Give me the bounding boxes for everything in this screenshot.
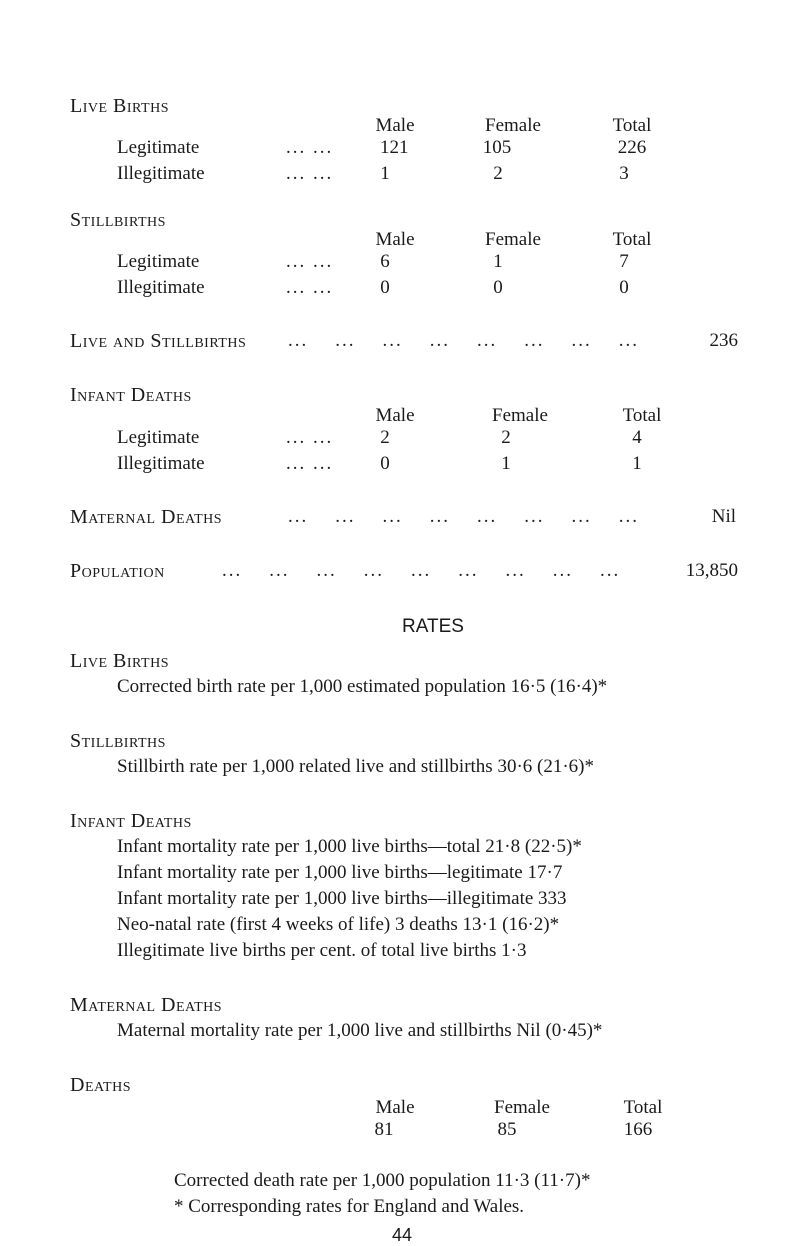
stillbirths-illegit-male: 0	[380, 277, 390, 298]
stillbirth-rate-line: Stillbirth rate per 1,000 related live and stillbirths 30·6 (21·6)*	[117, 756, 595, 777]
live-births-col-total: Total	[612, 115, 652, 136]
infant-deaths-heading: Infant Deaths	[70, 384, 192, 406]
infant-deaths-illegit-female: 1	[501, 453, 511, 474]
live-births-illegit-dots: ... ...	[286, 163, 334, 184]
deaths-male-value: 81	[374, 1119, 394, 1140]
stillbirths-col-female: Female	[485, 229, 541, 250]
footnote: * Corresponding rates for England and Wales.	[174, 1196, 525, 1217]
stillbirths-legit-dots: ... ...	[286, 251, 334, 272]
population-label: Population	[70, 560, 165, 582]
infant-rate-line: Neo-natal rate (first 4 weeks of life) 3 deaths 13·1 (16·2)*	[117, 914, 560, 935]
infant-rate-line: Infant mortality rate per 1,000 live births—illegitimate 333	[117, 888, 567, 909]
stillbirths-illegit-total: 0	[619, 277, 629, 298]
infant-deaths-legit-label: Legitimate	[117, 427, 200, 448]
stillbirths-legit-label: Legitimate	[117, 251, 200, 272]
live-births-heading: Live Births	[70, 95, 169, 117]
infant-rate-line: Infant mortality rate per 1,000 live births—total 21·8 (22·5)*	[117, 836, 582, 857]
live-births-legit-total: 226	[617, 137, 647, 158]
stillbirths-legit-total: 7	[619, 251, 629, 272]
live-and-stillbirths-value: 236	[709, 330, 738, 351]
infant-deaths-col-total: Total	[622, 405, 662, 426]
deaths-col-female: Female	[494, 1097, 550, 1118]
stillbirths-heading: Stillbirths	[70, 209, 166, 231]
maternal-rate-line: Maternal mortality rate per 1,000 live and stillbirths Nil (0·45)*	[117, 1020, 603, 1041]
death-rate-line: Corrected death rate per 1,000 population 11·3 (11·7)*	[174, 1170, 591, 1191]
infant-deaths-illegit-total: 1	[632, 453, 642, 474]
deaths-heading: Deaths	[70, 1074, 132, 1096]
stillbirths-legit-male: 6	[380, 251, 390, 272]
infant-deaths-legit-male: 2	[380, 427, 390, 448]
infant-deaths-illegit-male: 0	[380, 453, 390, 474]
page-number: 44	[391, 1225, 413, 1245]
infant-deaths-col-male: Male	[375, 405, 415, 426]
live-births-col-female: Female	[485, 115, 541, 136]
infant-deaths-legit-female: 2	[501, 427, 511, 448]
birth-rate-line: Corrected birth rate per 1,000 estimated population 16·5 (16·4)*	[117, 676, 608, 697]
live-births-illegit-total: 3	[619, 163, 629, 184]
live-births-illegit-female: 2	[493, 163, 503, 184]
infant-deaths-col-female: Female	[492, 405, 548, 426]
deaths-col-male: Male	[375, 1097, 415, 1118]
deaths-col-total: Total	[623, 1097, 663, 1118]
live-births-illegit-male: 1	[380, 163, 390, 184]
maternal-deaths-dots: ... ... ... ... ... ... ... ...	[288, 506, 639, 527]
population-value: 13,850	[685, 560, 738, 581]
live-births-legit-dots: ... ...	[286, 137, 334, 158]
rates-title: RATES	[402, 616, 464, 637]
stillbirths-col-male: Male	[375, 229, 415, 250]
rates-maternal-heading: Maternal Deaths	[70, 994, 223, 1016]
deaths-total-value: 166	[623, 1119, 653, 1140]
live-and-stillbirths-dots: ... ... ... ... ... ... ... ...	[288, 330, 639, 351]
stillbirths-legit-female: 1	[493, 251, 503, 272]
live-and-stillbirths-label: Live and Stillbirths	[70, 330, 247, 352]
rates-infant-heading: Infant Deaths	[70, 810, 192, 832]
population-dots: ... ... ... ... ... ... ... ... ...	[222, 560, 621, 581]
live-births-col-male: Male	[375, 115, 415, 136]
infant-deaths-legit-dots: ... ...	[286, 427, 334, 448]
maternal-deaths-label: Maternal Deaths	[70, 506, 223, 528]
rates-live-births-heading: Live Births	[70, 650, 169, 672]
deaths-female-value: 85	[497, 1119, 517, 1140]
infant-deaths-legit-total: 4	[632, 427, 642, 448]
stillbirths-illegit-label: Illegitimate	[117, 277, 205, 298]
live-births-legit-male: 121	[380, 137, 409, 158]
stillbirths-col-total: Total	[612, 229, 652, 250]
infant-deaths-illegit-dots: ... ...	[286, 453, 334, 474]
live-births-illegit-label: Illegitimate	[117, 163, 205, 184]
live-births-legit-female: 105	[482, 137, 512, 158]
stillbirths-illegit-dots: ... ...	[286, 277, 334, 298]
live-births-legit-label: Legitimate	[117, 137, 200, 158]
stillbirths-illegit-female: 0	[493, 277, 503, 298]
rates-stillbirths-heading: Stillbirths	[70, 730, 166, 752]
infant-deaths-illegit-label: Illegitimate	[117, 453, 205, 474]
maternal-deaths-value: Nil	[711, 506, 736, 527]
infant-rate-line: Illegitimate live births per cent. of total live births 1·3	[117, 940, 527, 961]
infant-rate-line: Infant mortality rate per 1,000 live births—legitimate 17·7	[117, 862, 563, 883]
